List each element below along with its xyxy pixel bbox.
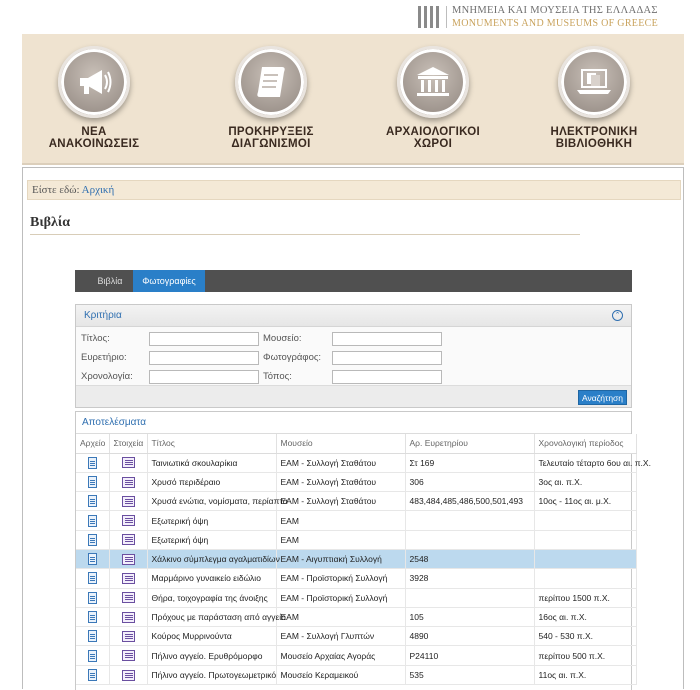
- tab-photographs[interactable]: Φωτογραφίες: [133, 270, 205, 292]
- document-icon[interactable]: [88, 553, 97, 565]
- column-title[interactable]: Τίτλος: [147, 434, 276, 453]
- row-title: Πρόχους με παράσταση από αγγείο: [147, 607, 276, 626]
- row-museum: Μουσείο Κεραμεικού: [276, 665, 405, 684]
- document-icon[interactable]: [88, 669, 97, 681]
- row-period: [534, 530, 636, 549]
- brand-title-greek: ΜΝΗΜΕΙΑ ΚΑΙ ΜΟΥΣΕΙΑ ΤΗΣ ΕΛΛΑΔΑΣ: [452, 5, 658, 16]
- details-card-icon[interactable]: [122, 477, 135, 488]
- row-title: Χάλκινο σύμπλεγμα αγαλματιδίων: [147, 549, 276, 568]
- details-cell[interactable]: [109, 530, 147, 549]
- file-cell[interactable]: [76, 646, 109, 665]
- tab-bar: [75, 270, 632, 292]
- table-row[interactable]: [76, 665, 636, 684]
- table-row[interactable]: [76, 549, 636, 568]
- table-row[interactable]: [76, 492, 636, 511]
- row-period: 10ος - 11ος αι. μ.Χ.: [534, 492, 636, 511]
- row-inventory: [405, 530, 534, 549]
- row-inventory: 4890: [405, 627, 534, 646]
- brand-header[interactable]: [416, 4, 700, 30]
- results-panel: [75, 411, 651, 690]
- document-icon[interactable]: [88, 572, 97, 584]
- table-row[interactable]: [76, 569, 636, 588]
- file-cell[interactable]: [76, 472, 109, 491]
- brand-title-english: MONUMENTS AND MUSEUMS OF GREECE: [452, 18, 658, 29]
- file-cell[interactable]: [76, 492, 109, 511]
- nav-news-label[interactable]: ΝΕΑ ΑΝΑΚΟΙΝΩΣΕΙΣ: [48, 126, 140, 150]
- row-museum: ΕΑΜ: [276, 530, 405, 549]
- row-title: Πήλινο αγγείο. Πρωτογεωμετρικό: [147, 665, 276, 684]
- details-cell[interactable]: [109, 665, 147, 684]
- file-cell[interactable]: [76, 607, 109, 626]
- details-cell[interactable]: [109, 627, 147, 646]
- nav-news[interactable]: [19, 46, 169, 150]
- row-title: Θήρα, τοιχογραφία της άνοιξης: [147, 588, 276, 607]
- main-navigation: [22, 34, 684, 165]
- column-period[interactable]: Χρονολογική περίοδος: [534, 434, 636, 453]
- row-period: [534, 549, 636, 568]
- row-museum: Μουσείο Αρχαίας Αγοράς: [276, 646, 405, 665]
- document-icon[interactable]: [88, 611, 97, 623]
- column-inventory[interactable]: Αρ. Ευρετηρίου: [405, 434, 534, 453]
- nav-digital-library-label[interactable]: ΗΛΕΚΤΡΟΝΙΚΗ ΒΙΒΛΙΟΘΗΚΗ: [550, 126, 638, 150]
- page-title: Βιβλία: [30, 215, 71, 230]
- details-card-icon[interactable]: [122, 534, 135, 545]
- row-inventory: 2548: [405, 549, 534, 568]
- details-cell[interactable]: [109, 472, 147, 491]
- document-icon[interactable]: [88, 476, 97, 488]
- table-row[interactable]: [76, 511, 636, 530]
- row-museum: ΕΑΜ: [276, 511, 405, 530]
- details-cell[interactable]: [109, 453, 147, 472]
- nav-archaeological-sites[interactable]: [358, 46, 508, 150]
- row-museum: ΕΑΜ - Συλλογή Σταθάτου: [276, 492, 405, 511]
- file-cell[interactable]: [76, 665, 109, 684]
- details-card-icon[interactable]: [122, 670, 135, 681]
- row-inventory: 105: [405, 607, 534, 626]
- breadcrumb-home-link[interactable]: Αρχική: [81, 184, 115, 196]
- details-card-icon[interactable]: [122, 457, 135, 468]
- row-museum: ΕΑΜ - Συλλογή Σταθάτου: [276, 453, 405, 472]
- row-title: Εξωτερική όψη: [147, 511, 276, 530]
- table-row[interactable]: [76, 588, 636, 607]
- scroll-icon[interactable]: [235, 46, 307, 118]
- details-cell[interactable]: [109, 646, 147, 665]
- temple-icon[interactable]: [397, 46, 469, 118]
- details-card-icon[interactable]: [122, 515, 135, 526]
- row-inventory: 306: [405, 472, 534, 491]
- row-period: περίπου 1500 π.Χ.: [534, 588, 636, 607]
- details-card-icon[interactable]: [122, 554, 135, 565]
- document-icon[interactable]: [88, 515, 97, 527]
- brand-separator: [446, 6, 447, 28]
- criteria-header[interactable]: [76, 305, 631, 327]
- museum-columns-logo-icon: [416, 4, 444, 30]
- row-inventory: Στ 169: [405, 453, 534, 472]
- file-cell[interactable]: [76, 530, 109, 549]
- document-icon[interactable]: [88, 534, 97, 546]
- row-title: Χρυσό περιδέραιο: [147, 472, 276, 491]
- place-label: Τόπος:: [263, 371, 292, 382]
- place-input[interactable]: [332, 370, 442, 384]
- inventory-label: Ευρετήριο:: [81, 352, 127, 363]
- row-inventory: 483,484,485,486,500,501,493: [405, 492, 534, 511]
- table-header-row: [76, 434, 636, 453]
- main-content: [22, 167, 684, 689]
- row-inventory: [405, 511, 534, 530]
- row-period: 540 - 530 π.Χ.: [534, 627, 636, 646]
- details-cell[interactable]: [109, 588, 147, 607]
- museum-label: Μουσείο:: [263, 333, 302, 344]
- row-title: Κούρος Μυρρινούντα: [147, 627, 276, 646]
- row-period: περίπου 500 π.Χ.: [534, 646, 636, 665]
- row-period: [534, 569, 636, 588]
- file-cell[interactable]: [76, 588, 109, 607]
- table-row[interactable]: [76, 646, 636, 665]
- chronology-label: Χρονολογία:: [81, 371, 133, 382]
- criteria-title: Κριτήρια: [84, 310, 122, 321]
- row-title: Εξωτερική όψη: [147, 530, 276, 549]
- row-period: 3ος αι. π.Χ.: [534, 472, 636, 491]
- table-row[interactable]: [76, 472, 636, 491]
- row-inventory: 535: [405, 665, 534, 684]
- table-row[interactable]: [76, 627, 636, 646]
- column-museum[interactable]: Μουσείο: [276, 434, 405, 453]
- row-title: Μαρμάρινο γυναικείο ειδώλιο: [147, 569, 276, 588]
- nav-archaeological-sites-label[interactable]: ΑΡΧΑΙΟΛΟΓΙΚΟΙ ΧΩΡΟΙ: [385, 126, 480, 150]
- results-title: Αποτελέσματα: [76, 412, 631, 434]
- document-icon[interactable]: [88, 630, 97, 642]
- document-icon[interactable]: [88, 592, 97, 604]
- nav-tenders-label[interactable]: ΠΡΟΚΗΡΥΞΕΙΣ ΔΙΑΓΩΝΙΣΜΟΙ: [228, 126, 314, 150]
- details-cell[interactable]: [109, 607, 147, 626]
- breadcrumb: [27, 180, 681, 200]
- file-cell[interactable]: [76, 569, 109, 588]
- tab-books[interactable]: Βιβλία: [97, 276, 123, 286]
- results-table: [76, 434, 651, 685]
- row-museum: ΕΑΜ - Προϊστορική Συλλογή: [276, 588, 405, 607]
- file-cell[interactable]: [76, 627, 109, 646]
- title-divider: [30, 234, 580, 235]
- row-title: Ταινιωτικά σκουλαρίκια: [147, 453, 276, 472]
- details-card-icon[interactable]: [122, 592, 135, 603]
- details-card-icon[interactable]: [122, 573, 135, 584]
- file-cell[interactable]: [76, 511, 109, 530]
- criteria-footer: [76, 385, 631, 407]
- inventory-input[interactable]: [149, 351, 259, 365]
- row-inventory: 3928: [405, 569, 534, 588]
- details-cell[interactable]: [109, 492, 147, 511]
- details-card-icon[interactable]: [122, 650, 135, 661]
- document-icon[interactable]: [88, 495, 97, 507]
- row-museum: ΕΑΜ - Συλλογή Γλυπτών: [276, 627, 405, 646]
- table-row[interactable]: [76, 453, 636, 472]
- row-period: 16ος αι. π.Χ.: [534, 607, 636, 626]
- row-period: [534, 511, 636, 530]
- row-inventory: P24110: [405, 646, 534, 665]
- search-button[interactable]: Αναζήτηση: [578, 390, 627, 405]
- details-card-icon[interactable]: [122, 631, 135, 642]
- title-label: Τίτλος:: [81, 333, 110, 344]
- column-file[interactable]: Αρχείο: [76, 434, 109, 453]
- row-title: Χρυσά ενώτια, νομίσματα, περίαπτα: [147, 492, 276, 511]
- criteria-panel: [75, 304, 632, 408]
- row-museum: ΕΑΜ: [276, 607, 405, 626]
- details-cell[interactable]: [109, 569, 147, 588]
- details-cell[interactable]: [109, 511, 147, 530]
- row-inventory: [405, 588, 534, 607]
- row-museum: ΕΑΜ - Αιγυπτιακή Συλλογή: [276, 549, 405, 568]
- title-input[interactable]: [149, 332, 259, 346]
- file-cell[interactable]: [76, 549, 109, 568]
- megaphone-icon[interactable]: [58, 46, 130, 118]
- row-title: Πήλινο αγγείο. Ερυθρόμορφο: [147, 646, 276, 665]
- row-museum: ΕΑΜ - Συλλογή Σταθάτου: [276, 472, 405, 491]
- chronology-input[interactable]: [149, 370, 259, 384]
- museum-input[interactable]: [332, 332, 442, 346]
- nav-tenders[interactable]: [196, 46, 346, 150]
- column-details[interactable]: Στοιχεία: [109, 434, 147, 453]
- breadcrumb-prefix: Είστε εδώ:: [32, 184, 80, 196]
- nav-digital-library[interactable]: [519, 46, 669, 150]
- photographer-label: Φωτογράφος:: [263, 352, 322, 363]
- details-card-icon[interactable]: [122, 612, 135, 623]
- photographer-input[interactable]: [332, 351, 442, 365]
- table-row[interactable]: [76, 530, 636, 549]
- document-icon[interactable]: [88, 457, 97, 469]
- table-row[interactable]: [76, 607, 636, 626]
- laptop-icon[interactable]: [558, 46, 630, 118]
- collapse-icon[interactable]: ⌃: [612, 310, 623, 321]
- row-museum: ΕΑΜ - Προϊστορική Συλλογή: [276, 569, 405, 588]
- row-period: 11ος αι. π.Χ.: [534, 665, 636, 684]
- document-icon[interactable]: [88, 650, 97, 662]
- details-card-icon[interactable]: [122, 496, 135, 507]
- details-cell[interactable]: [109, 549, 147, 568]
- file-cell[interactable]: [76, 453, 109, 472]
- row-period: Τελευταίο τέταρτο 6ου αι. π.Χ.: [534, 453, 636, 472]
